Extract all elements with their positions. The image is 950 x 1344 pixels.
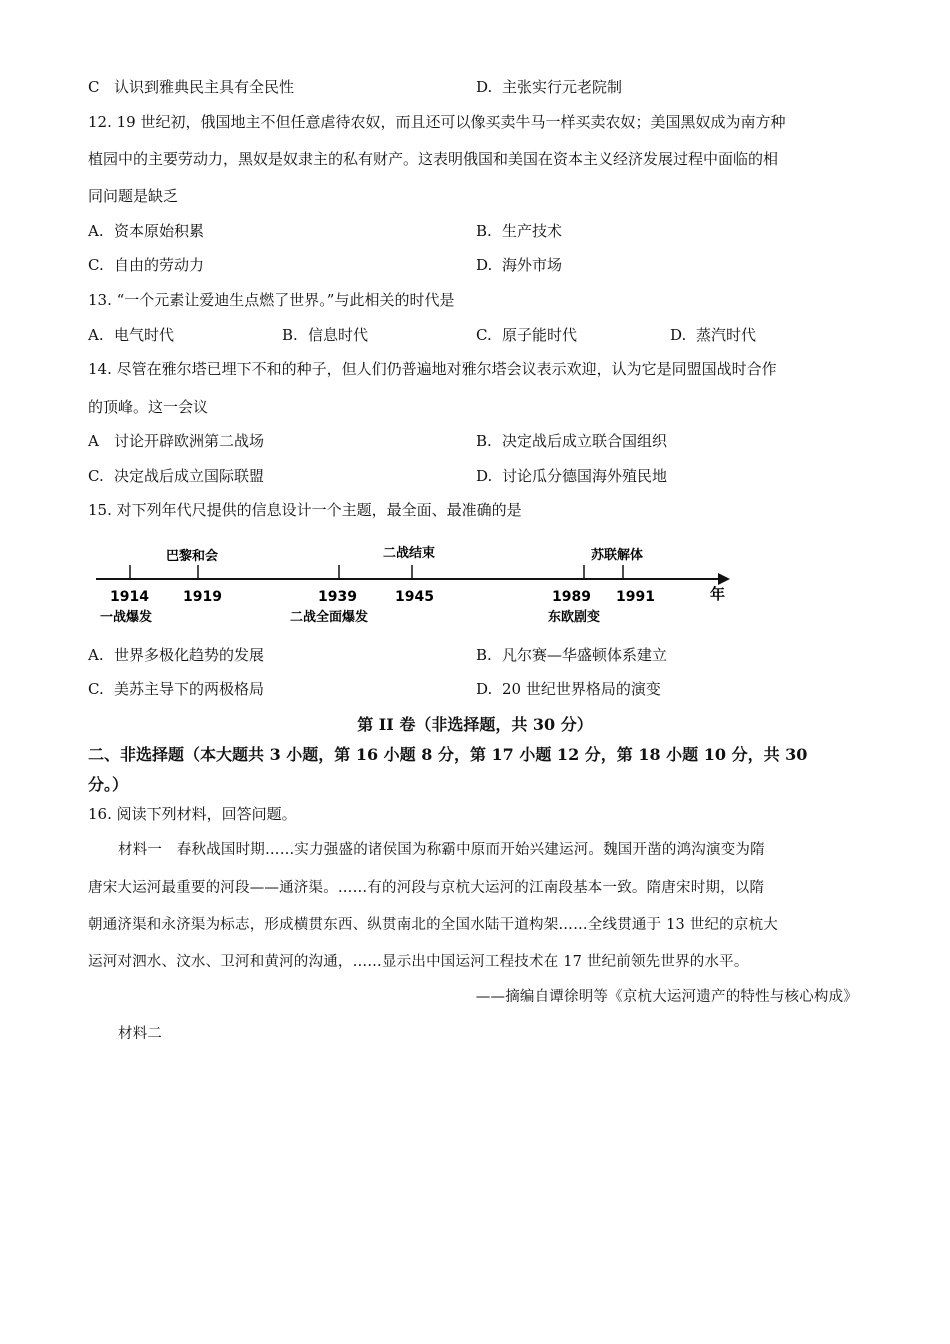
timeline-event: 一战爆发 [100,610,153,625]
timeline-year: 1939 [318,589,357,605]
q14-stem-line-1: 14. 尽管在雅尔塔已埋下不和的种子，但人们仍普遍地对雅尔塔会议表示欢迎，认为它是同盟国战时合作 [88,360,777,378]
timeline-event: 二战结束 [383,546,436,561]
q16-material2-label: 材料二 [118,1026,163,1042]
option-letter: A. [88,646,104,664]
option-letter: A. [88,326,104,344]
option-letter: C. [88,680,104,698]
option-text: 认识到雅典民主具有全民性 [114,78,295,96]
option-letter: D. [670,326,687,344]
option-letter: C. [476,326,492,344]
option-letter: B. [476,646,492,664]
q12-option-c [88,254,204,275]
option-letter: A [88,432,99,450]
q16-material1-line-1: 材料一 春秋战国时期……实力强盛的诸侯国为称霸中原而开始兴建运河。魏国开凿的鸿沟演变为隋 [118,842,765,858]
option-letter: D. [476,78,493,96]
option-text: 世界多极化趋势的发展 [114,646,265,664]
q13-option-a [88,324,174,345]
q13-stem: 13. “一个元素让爱迪生点燃了世界。”与此相关的时代是 [88,291,455,309]
option-letter: D. [476,467,493,485]
option-letter: B. [476,222,492,240]
option-text: 电气时代 [114,326,175,344]
q14-option-b [476,430,667,451]
option-text: 生产技术 [502,222,563,240]
section2-heading-line-2: 分。） [88,775,129,794]
option-text: 原子能时代 [502,326,578,344]
q16-material1-line-3: 朝通济渠和永济渠为标志，形成横贯东西、纵贯南北的全国水陆干道构架……全线贯通于 13 世纪的京杭大 [88,917,778,933]
option-text: 资本原始积累 [114,222,205,240]
option-text: 凡尔赛—华盛顿体系建立 [502,646,668,664]
option-text: 美苏主导下的两极格局 [114,680,265,698]
section2-heading-line-1: 二、非选择题（本大题共 3 小题，第 16 小题 8 分，第 17 小题 12 分，第 18 小题 10 分，共 30 [88,745,808,764]
option-text: 主张实行元老院制 [502,78,623,96]
q14-option-d [476,465,667,486]
q12-stem-line-3: 同问题是缺乏 [88,187,179,205]
part2-title: 第 II 卷（非选择题，共 30 分） [357,715,593,734]
option-letter: C. [88,467,104,485]
q12-option-b [476,220,562,241]
q16-material1-line-2: 唐宋大运河最重要的河段——通济渠。……有的河段与京杭大运河的江南段基本一致。隋唐宋时期，以隋 [88,880,765,896]
q13-option-b [282,324,368,345]
option-text: 自由的劳动力 [114,256,205,274]
option-text: 讨论瓜分德国海外殖民地 [502,467,668,485]
option-text: 蒸汽时代 [696,326,757,344]
option-letter: B. [282,326,298,344]
option-letter: C. [88,256,104,274]
q14-option-c [88,465,264,486]
q16-material1-line-4: 运河对泗水、汶水、卫河和黄河的沟通，……显示出中国运河工程技术在 17 世纪前领先世界的水平。 [88,954,749,970]
q15-timeline [88,535,748,635]
q11-option-d [476,76,622,97]
timeline-event: 二战全面爆发 [290,610,369,625]
q11-option-c [88,76,294,97]
option-text: 讨论开辟欧洲第二战场 [114,432,265,450]
q15-option-b [476,644,667,665]
q12-option-a [88,220,204,241]
option-text: 信息时代 [308,326,369,344]
timeline-year: 1914 [110,589,149,605]
option-letter: A. [88,222,104,240]
q13-option-c [476,324,577,345]
option-text: 决定战后成立国际联盟 [114,467,265,485]
q13-option-d [670,324,756,345]
timeline-year: 1991 [616,589,655,605]
q12-stem-line-2: 植园中的主要劳动力，黑奴是奴隶主的私有财产。这表明俄国和美国在资本主义经济发展过程中面临的相 [88,150,779,168]
timeline-arrow-icon [718,573,730,585]
q14-stem-line-2: 的顶峰。这一会议 [88,398,209,416]
timeline-event: 苏联解体 [591,548,644,563]
option-letter: C [88,78,100,96]
q15-option-a [88,644,264,665]
q16-material1-source: ——摘编自谭徐明等《京杭大运河遗产的特性与核心构成》 [475,989,858,1005]
timeline-year: 1945 [395,589,434,605]
timeline-year: 1989 [552,589,591,605]
option-text: 海外市场 [502,256,563,274]
q15-stem: 15. 对下列年代尺提供的信息设计一个主题，最全面、最准确的是 [88,501,522,519]
option-letter: D. [476,680,493,698]
timeline-year: 1919 [183,589,222,605]
q12-stem-line-1: 12. 19 世纪初，俄国地主不但任意虐待农奴，而且还可以像买卖牛马一样买卖农奴；美国黑奴成为南方种 [88,113,786,131]
option-letter: B. [476,432,492,450]
q15-option-d [476,678,661,699]
q14-option-a [88,430,264,451]
option-letter: D. [476,256,493,274]
option-text: 20 世纪世界格局的演变 [502,680,661,698]
timeline-event: 巴黎和会 [166,549,219,564]
timeline-event: 东欧剧变 [548,610,601,625]
timeline-unit: 年 [710,585,726,603]
q15-option-c [88,678,264,699]
q12-option-d [476,254,562,275]
q16-stem: 16. 阅读下列材料，回答问题。 [88,805,297,823]
option-text: 决定战后成立联合国组织 [502,432,668,450]
